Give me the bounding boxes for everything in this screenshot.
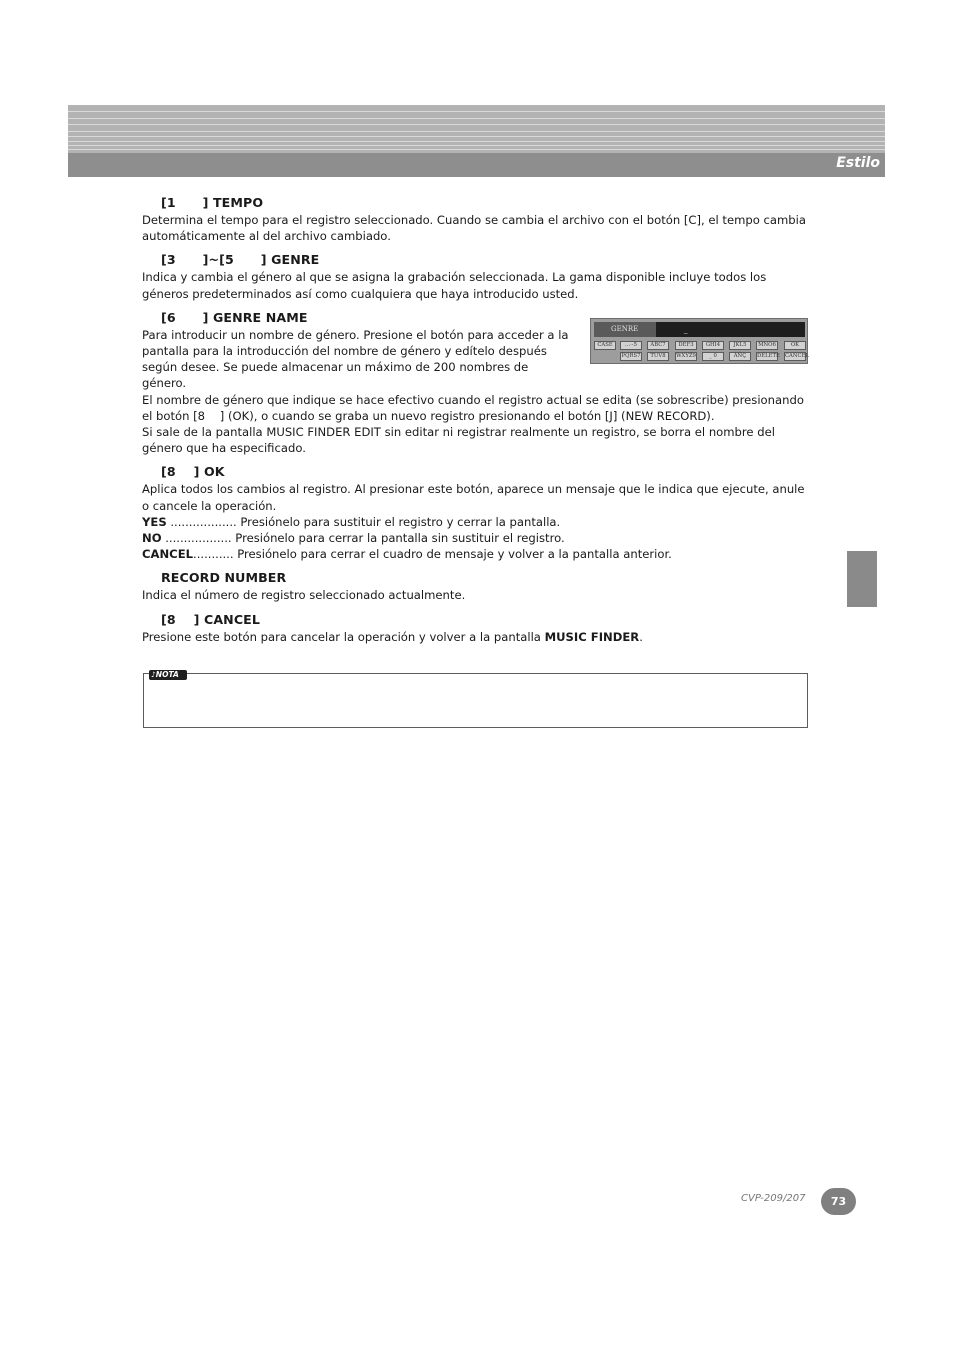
option-leader: ........... xyxy=(193,547,238,562)
section-body-genre: Indica y cambia el género al que se asigna la grabación seleccionada. La gama disponible incluye todos los géneros predeterminados así como cualquiera que haya introducido usted. xyxy=(142,270,767,301)
section-title-genre-name: [6 ] GENRE NAME xyxy=(161,309,308,325)
section-body-record-number: Indica el número de registro seleccionado actualmente. xyxy=(142,588,466,603)
key-pqrs: PQRS7 xyxy=(621,353,641,359)
key-abc: ABC7 xyxy=(647,341,669,350)
section-body-tempo: Determina el tempo para el registro seleccionado. Cuando se cambia el archivo con el botón [C], el tempo cambia automáticamente al del archivo cambiado. xyxy=(142,213,806,244)
note-box xyxy=(143,670,808,728)
key-wxyz: WXYZ9 xyxy=(676,353,696,359)
section-body-genre-name-effect: El nombre de género que indique se hace efectivo cuando el registro actual se edita (se sobrescribe) presionando el botón [8 ] (OK), o cuando se graba un nuevo registro presionando el botón [J] (NEW RECORD). xyxy=(142,392,804,423)
genre-name-screen-image xyxy=(590,318,808,364)
option-yes xyxy=(142,514,807,530)
chapter-title: Estilo xyxy=(836,155,880,171)
key-tuv: TUV8 xyxy=(647,352,669,361)
section-title-genre: [3 ]~[5 ] GENRE xyxy=(161,252,320,268)
option-key: YES xyxy=(142,514,167,529)
key-accents: ÁÑÇ xyxy=(729,352,751,361)
key-case: CASE xyxy=(594,341,616,350)
section-body-genre-name-exit: Si sale de la pantalla MUSIC FINDER EDIT sin editar ni registrar realmente un registro, se borra el nombre del género que ha especificado. xyxy=(142,425,775,456)
note-badge-label: NOTA xyxy=(155,670,179,679)
option-cancel xyxy=(142,546,807,562)
section-body-cancel xyxy=(142,629,807,645)
key-def: DEF3 xyxy=(675,341,697,350)
key-delete: DELETE xyxy=(757,353,780,359)
option-key: NO xyxy=(142,531,162,546)
key-symbols: ...·-5 xyxy=(620,341,642,350)
note-badge: ♪NOTA xyxy=(149,670,187,680)
section-title-tempo: [1 ] TEMPO xyxy=(161,195,264,210)
section-title-ok: [8 ] OK xyxy=(161,464,225,480)
cancel-text-end: . xyxy=(639,629,643,644)
key-ghi: GHI4 xyxy=(702,341,724,350)
section-body-ok: Aplica todos los cambios al registro. Al presionar este botón, aparece un mensaje que le indica que ejecute, anule o cancele la operación. xyxy=(142,482,805,513)
option-text: Presiónelo para cerrar la pantalla sin sustituir el registro. xyxy=(235,531,565,546)
key-space-zero: _ 0 xyxy=(702,352,724,361)
key-cancel: CANCEL xyxy=(785,353,809,359)
main-content xyxy=(142,194,807,645)
key-mno: MNO6 xyxy=(756,341,778,350)
option-no xyxy=(142,530,807,546)
page-number: 73 xyxy=(821,1188,856,1215)
key-ok: OK xyxy=(784,341,806,350)
header-band xyxy=(68,105,885,177)
section-title-cancel: [8 ] CANCEL xyxy=(161,611,260,627)
option-key: CANCEL xyxy=(142,547,194,562)
model-name: CVP-209/207 xyxy=(741,1193,806,1204)
chapter-side-tab xyxy=(847,551,877,607)
cancel-text: Presione este botón para cancelar la operación y volver a la pantalla xyxy=(142,629,545,644)
music-finder-label: MUSIC FINDER xyxy=(544,629,640,644)
option-leader: .................. xyxy=(161,531,236,546)
option-text: Presiónelo para sustituir el registro y cerrar la pantalla. xyxy=(240,514,561,529)
genre-cursor: _ xyxy=(684,326,688,334)
option-text: Presiónelo para cerrar el cuadro de mensaje y volver a la pantalla anterior. xyxy=(237,547,672,562)
option-leader: .................. xyxy=(166,514,241,529)
key-jkl: JKL5 xyxy=(729,341,751,350)
section-body-genre-name: Para introducir un nombre de género. Presione el botón para acceder a la pantalla para la introducción del nombre de género y edítelo después según desee. Se puede almacenar un máximo de 200 nombres de género. xyxy=(142,327,569,391)
genre-label: GENRE xyxy=(594,322,656,337)
genre-input-bar xyxy=(594,322,805,337)
section-title-record-number: RECORD NUMBER xyxy=(161,570,287,586)
